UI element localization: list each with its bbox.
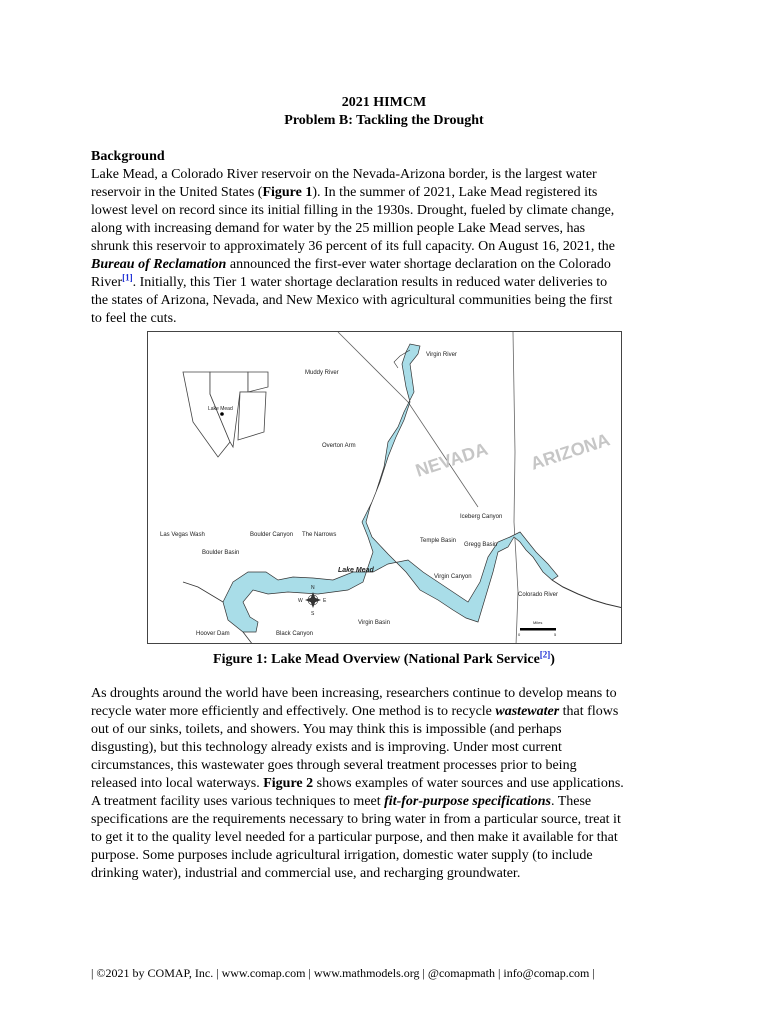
- boulder-basin-label: Boulder Basin: [202, 550, 240, 556]
- emphasis-term: wastewater: [495, 704, 560, 719]
- black-canyon-label: Black Canyon: [276, 631, 314, 637]
- virgin-canyon-label: Virgin Canyon: [434, 574, 472, 580]
- background-paragraph: Lake Mead, a Colorado River reservoir on the Nevada-Arizona border, is the largest water reservoir in the United States (Figure 1). In the summer of 2021, Lake Mead registered its lowest level on record since its initial filling in the 1930s. Drought, fueled by climate change, along with increasing demand for water by the 25 million people Lake Mead serves, has shrunk this reservoir to approximately 36 percent of its full capacity. On August 16, 2021, the Bureau of Reclamation announced the first-ever water shortage declaration on the Colorado River[1]. Initially, this Tier 1 water shortage declaration results in reduced water deliveries to the states of Arizona, Nevada, and New Mexico with agricultural communities being the first to feel the cuts.: [91, 167, 615, 326]
- boulder-canyon-label: Boulder Canyon: [250, 532, 294, 538]
- scale-bar: [518, 620, 557, 637]
- inset-map: [183, 372, 268, 457]
- hoover-dam-label: Hoover Dam: [196, 631, 230, 637]
- las-vegas-wash-label: Las Vegas Wash: [160, 532, 205, 538]
- document-title: 2021 HIMCM: [341, 95, 427, 110]
- wastewater-paragraph: As droughts around the world have been increasing, researchers continue to develop means to recycle water more efficiently and effectively. One method is to recycle wastewater that flows out of our sinks, toilets, and showers. You may think this is impossible (and perhaps disgusting), but this technology already exists and is improving. Under most current circumstances, this wastewater goes through several treatment processes prior to being released into local waterways. Figure 2 shows examples of water sources and use applications. A treatment facility uses various techniques to meet fit-for-purpose specifications. These specifications are the requirements necessary to bring water in from a particular source, treat it to get it to the quality level needed for a particular purpose, and then make it available for that purpose. Some purposes include agricultural irrigation, domestic water supply (to include drinking water), industrial and commercial use, and recharging groundwater.: [91, 686, 624, 881]
- virgin-basin-label: Virgin Basin: [358, 620, 390, 626]
- svg-text:E: E: [323, 598, 327, 604]
- svg-text:Miles: Miles: [533, 620, 543, 625]
- nevada-label: NEVADA: [413, 438, 491, 481]
- virgin-river-label: Virgin River: [426, 352, 457, 358]
- colorado-river-label: Colorado River: [518, 592, 559, 598]
- gregg-basin-label: Gregg Basin: [464, 542, 498, 548]
- citation-link[interactable]: [1]: [122, 272, 133, 283]
- svg-text:5: 5: [554, 632, 557, 637]
- svg-text:0: 0: [518, 632, 521, 637]
- emphasis-term: Bureau of Reclamation: [91, 257, 227, 272]
- svg-text:W: W: [298, 598, 303, 604]
- arizona-label: ARIZONA: [528, 429, 613, 474]
- muddy-river-label: Muddy River: [305, 370, 339, 376]
- lake-mead-label: Lake Mead: [338, 567, 374, 574]
- figure-ref: Figure 1: [262, 185, 313, 200]
- lake-mead-map: [147, 331, 622, 644]
- figure-ref: Figure 2: [263, 776, 314, 791]
- emphasis-term: fit-for-purpose specifications: [384, 794, 551, 809]
- the-narrows-label: The Narrows: [302, 532, 337, 538]
- svg-text:N: N: [311, 585, 315, 591]
- overton-arm-label: Overton Arm: [322, 443, 356, 449]
- citation-link[interactable]: [2]: [539, 649, 551, 660]
- page-footer: | ©2021 by COMAP, Inc. | www.comap.com | www.mathmodels.org | @comapmath | info@comap.com |: [91, 966, 595, 980]
- figure-caption: Figure 1: Lake Mead Overview (National Park Service[2]): [213, 649, 555, 667]
- problem-title: Problem B: Tackling the Drought: [284, 113, 484, 128]
- svg-text:S: S: [311, 611, 315, 617]
- iceberg-canyon-label: Iceberg Canyon: [460, 514, 503, 520]
- section-heading: Background: [91, 149, 165, 164]
- temple-basin-label: Temple Basin: [420, 538, 457, 544]
- inset-lake-mead-label: Lake Mead: [208, 406, 233, 412]
